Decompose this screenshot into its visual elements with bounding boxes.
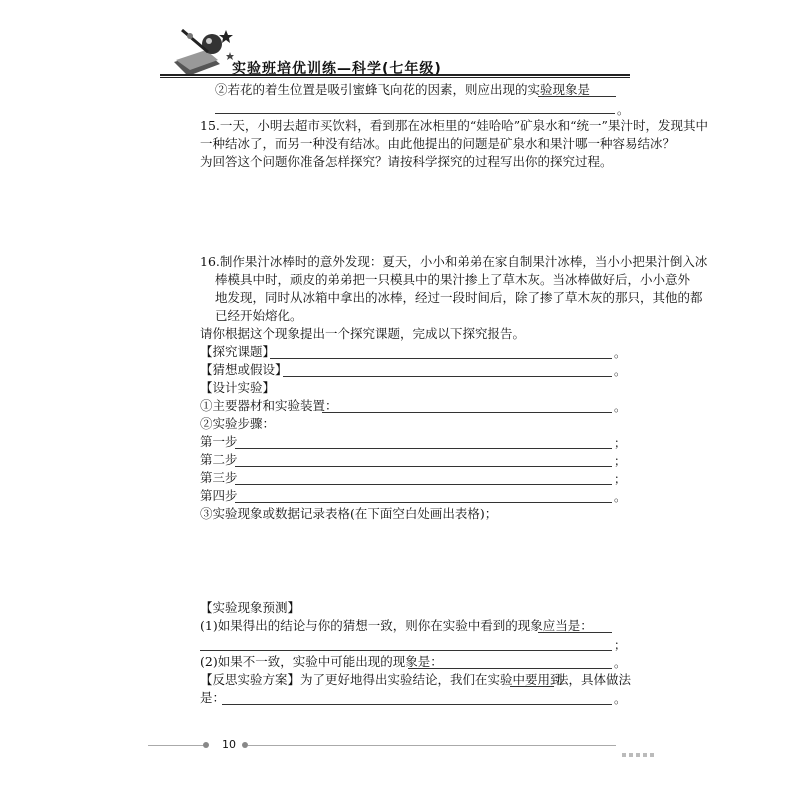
predict-label: 【实验现象预测】 [200, 600, 301, 615]
header-rule-thin [160, 77, 630, 78]
predict1-blank[interactable] [538, 632, 612, 633]
q14-item2-text: ②若花的着生位置是吸引蜜蜂飞向花的因素，则应出现的实验现象是 [215, 82, 591, 97]
hypothesis-label: 【猜想或假设】 [200, 362, 288, 377]
predict2-text: (2)如果不一致，实验中可能出现的现象是： [200, 654, 443, 669]
step3-blank[interactable] [235, 484, 612, 485]
step1-semicolon: ； [614, 436, 627, 450]
header-rule [160, 74, 630, 76]
reflect-method-blank[interactable] [510, 686, 554, 687]
book-rocket-icon [168, 22, 238, 78]
predict1-semicolon: ； [614, 638, 627, 652]
step4-label: 第四步 [200, 488, 238, 503]
predict2-period: 。 [614, 656, 627, 670]
predict1-text: (1)如果得出的结论与你的猜想一致，则你在实验中看到的现象应当是： [200, 618, 593, 633]
reflect-detail-blank[interactable] [222, 704, 612, 705]
step3-semicolon: ； [614, 472, 627, 486]
step4-period: 。 [614, 490, 627, 504]
reflect-text-a: 【反思实验方案】为了更好地得出实验结论，我们在实验中要用到 [200, 672, 563, 687]
q14-item2-blank [538, 96, 616, 97]
predict2-blank[interactable] [408, 668, 612, 669]
q16-line1: 16.制作果汁冰棒时的意外发现：夏天，小小和弟弟在家自制果汁冰棒，当小小把果汁倒入冰 [200, 254, 708, 269]
step1-blank[interactable] [235, 448, 612, 449]
q15-line3: 为回答这个问题你准备怎样探究？请按科学探究的过程写出你的探究过程。 [200, 154, 613, 169]
steps-label: ②实验步骤： [200, 416, 276, 431]
q15-line1: 15.一天，小明去超市买饮料，看到那在冰柜里的“娃哈哈”矿泉水和“统一”果汁时，发现其中 [200, 118, 708, 133]
step2-label: 第二步 [200, 452, 238, 467]
equipment-period: 。 [614, 400, 627, 414]
reflect-text-c: 是： [200, 690, 226, 705]
page-number: 10 [222, 738, 236, 751]
reflect-period: 。 [614, 692, 627, 706]
q16-line3: 地发现，同时从冰箱中拿出的冰棒，经过一段时间后，除了掺了草木灰的那只，其他的都 [215, 290, 703, 305]
equipment-label: ①主要器材和实验装置： [200, 398, 338, 413]
step1-label: 第一步 [200, 434, 238, 449]
q14-item2-blank-2 [215, 113, 615, 114]
table-label: ③实验现象或数据记录表格(在下面空白处画出表格)； [200, 506, 498, 521]
q16-instruction: 请你根据这个现象提出一个探究课题，完成以下探究报告。 [200, 326, 526, 341]
q14-item2-period: 。 [617, 103, 630, 117]
q16-line4: 已经开始熔化。 [215, 308, 303, 323]
hypothesis-period: 。 [614, 364, 627, 378]
topic-blank[interactable] [270, 358, 612, 359]
design-label: 【设计实验】 [200, 380, 276, 395]
predict1-blank-2[interactable] [200, 650, 612, 651]
topic-period: 。 [614, 346, 627, 360]
q16-line2: 棒模具中时，顽皮的弟弟把一只模具中的果汁掺上了草木灰。当冰棒做好后，小小意外 [215, 272, 691, 287]
step3-label: 第三步 [200, 470, 238, 485]
footer-dot-trail [622, 742, 654, 761]
reflect-text-b: 法，具体做法 [556, 672, 632, 687]
step2-semicolon: ； [614, 454, 627, 468]
step2-blank[interactable] [235, 466, 612, 467]
footer-left-dot [203, 742, 209, 748]
topic-label: 【探究课题】 [200, 344, 276, 359]
step4-blank[interactable] [235, 502, 612, 503]
hypothesis-blank[interactable] [283, 376, 612, 377]
footer-right-rule [248, 745, 616, 746]
equipment-blank[interactable] [322, 412, 612, 413]
footer-left-rule [148, 745, 204, 746]
q15-line2: 一种结冰了，而另一种没有结冰。由此他提出的问题是矿泉水和果汁哪一种容易结冰？ [200, 136, 676, 151]
page-header-title: 实验班培优训练—科学(七年级) [232, 61, 442, 77]
header-logo [168, 22, 238, 78]
